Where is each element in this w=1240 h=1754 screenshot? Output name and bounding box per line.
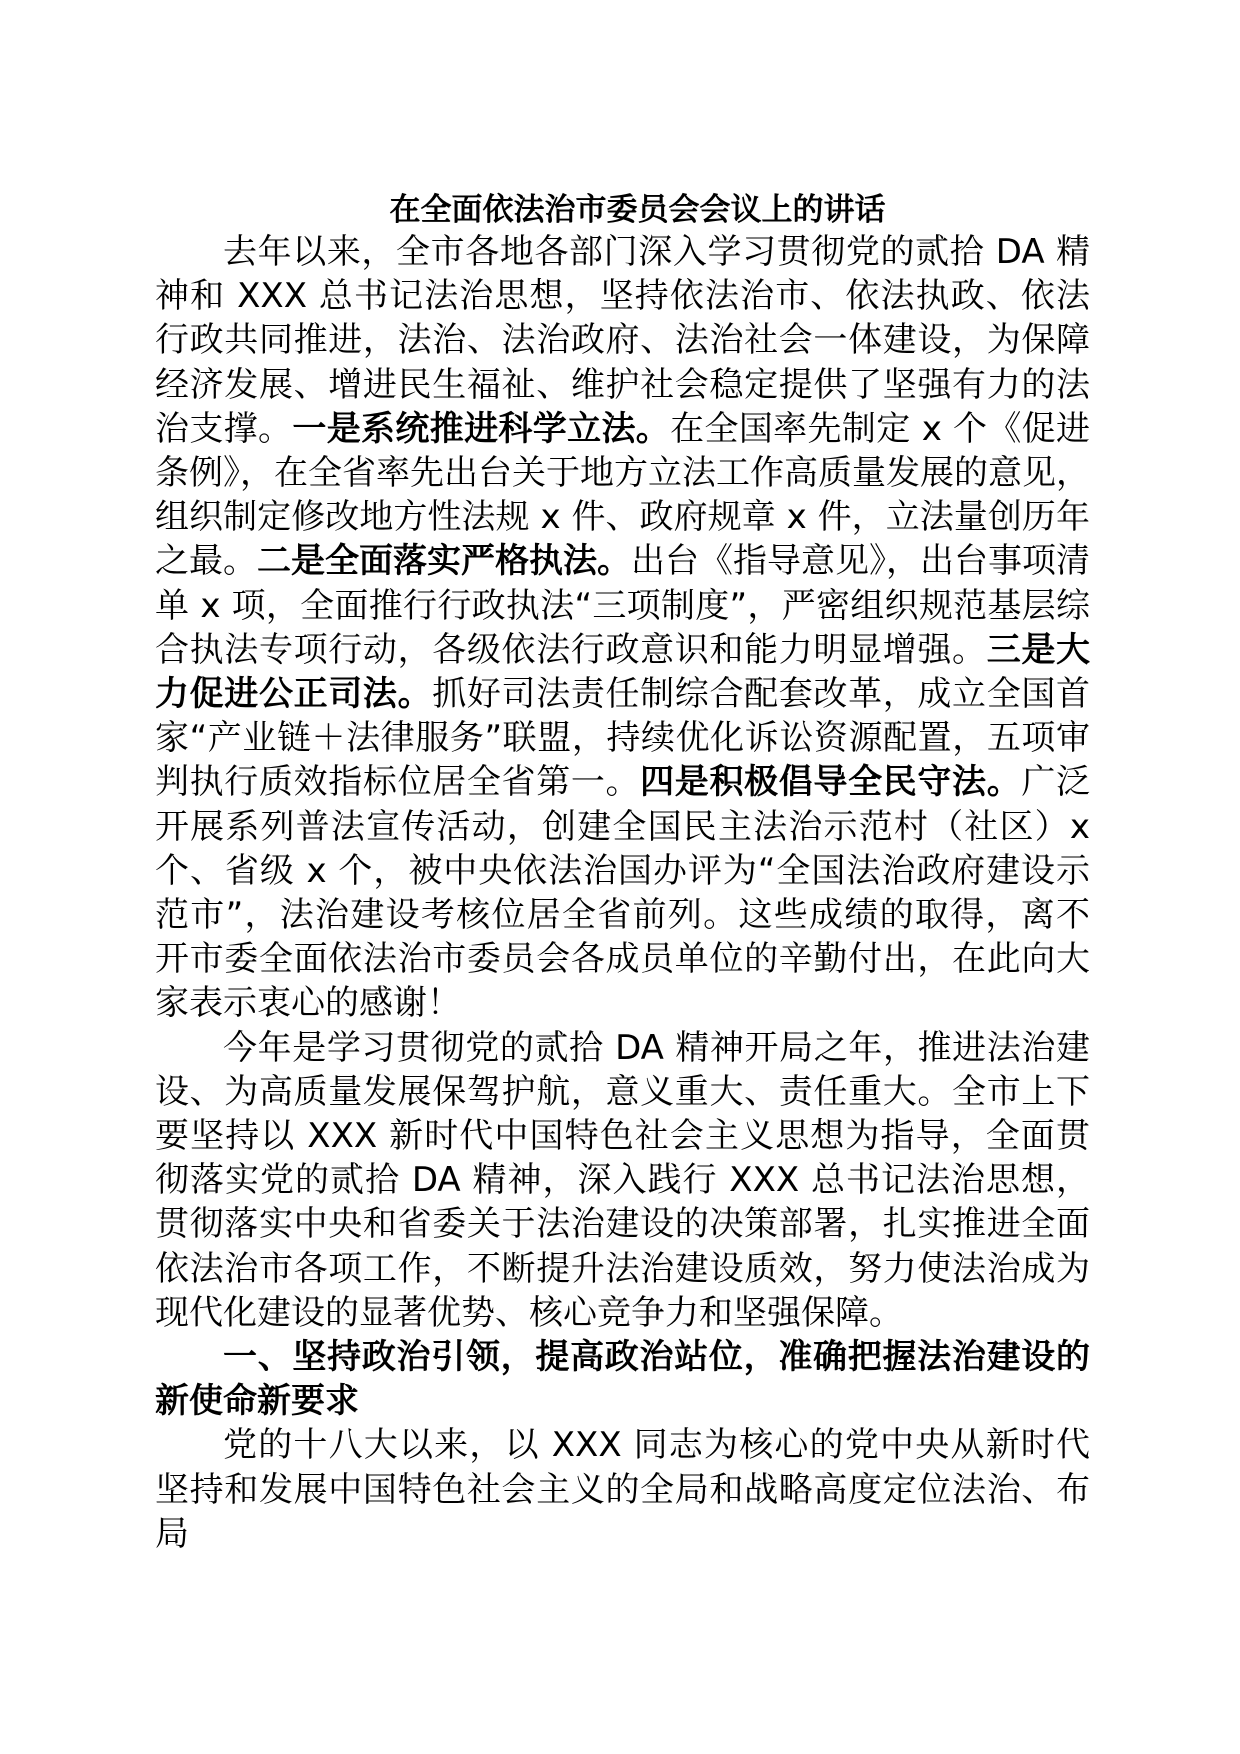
section-heading-1: 一、坚持政治引领，提高政治站位，准确把握法治建设的新使命新要求 [155, 1337, 1090, 1422]
point4-title: 四是积极倡导全民守法。 [640, 762, 1022, 803]
point3-text: 抓好司法责任制综合配套改革，成立全国首家“产业链＋法律服务”联盟，持续优化诉讼资源配置，五项审判执行质效指标位居全省第一。 [155, 674, 1091, 803]
document-page [155, 190, 1090, 1556]
paragraph-achievements [155, 230, 1090, 1026]
point3-title: 三是大力促进公正司法。 [155, 629, 1091, 715]
point1-title: 一是系统推进科学立法。 [292, 408, 671, 449]
point4-text: 广泛开展系列普法宣传活动，创建全国民主法治示范村（社区）x 个、省级 x 个，被中央依法治国办评为“全国法治政府建设示范市”，法治建设考核位居全省前列。这些成绩的取得，离不开市委全面依法治市委员会各成员单位的辛勤付出，在此向大家表示衷心的感谢！ [155, 762, 1091, 1024]
point1-text: 在全国率先制定 x 个《促进条例》，在全省率先出台关于地方立法工作高质量发展的意见，组织制定修改地方性法规 x 件、政府规章 x 件，立法量创历年之最。 [155, 408, 1091, 582]
paragraph-section1-body: 党的十八大以来，以 XXX 同志为核心的党中央从新时代坚持和发展中国特色社会主义的全局和战略高度定位法治、布局 [155, 1425, 1090, 1554]
paragraph-this-year: 今年是学习贯彻党的贰拾 DA 精神开局之年，推进法治建设、为高质量发展保驾护航，意义重大、责任重大。全市上下要坚持以 XXX 新时代中国特色社会主义思想为指导，全面贯彻落实党的贰拾 DA 精神，深入践行 XXX 总书记法治思想，贯彻落实中央和省委关于法治建设的决策部署，扎实推进全面依法治市各项工作，不断提升法治建设质效，努力使法治成为现代化建设的显著优势、核心竞争力和坚强保障。 [155, 1027, 1090, 1333]
document-title: 在全面依法治市委员会会议上的讲话 [389, 192, 886, 228]
point2-title: 二是全面落实严格执法。 [257, 541, 631, 582]
point2-text: 出台《指导意见》，出台事项清单 x 项，全面推行行政执法“三项制度”，严密组织规范基层综合执法专项行动，各级依法行政意识和能力明显增强。 [155, 541, 1090, 670]
paragraph-intro: 去年以来，全市各地各部门深入学习贯彻党的贰拾 DA 精神和 XXX 总书记法治思想，坚持依法治市、依法执政、依法行政共同推进，法治、法治政府、法治社会一体建设，为保障经济发展、增进民生福祉、维护社会稳定提供了坚强有力的法治支撑。 [155, 232, 1090, 449]
